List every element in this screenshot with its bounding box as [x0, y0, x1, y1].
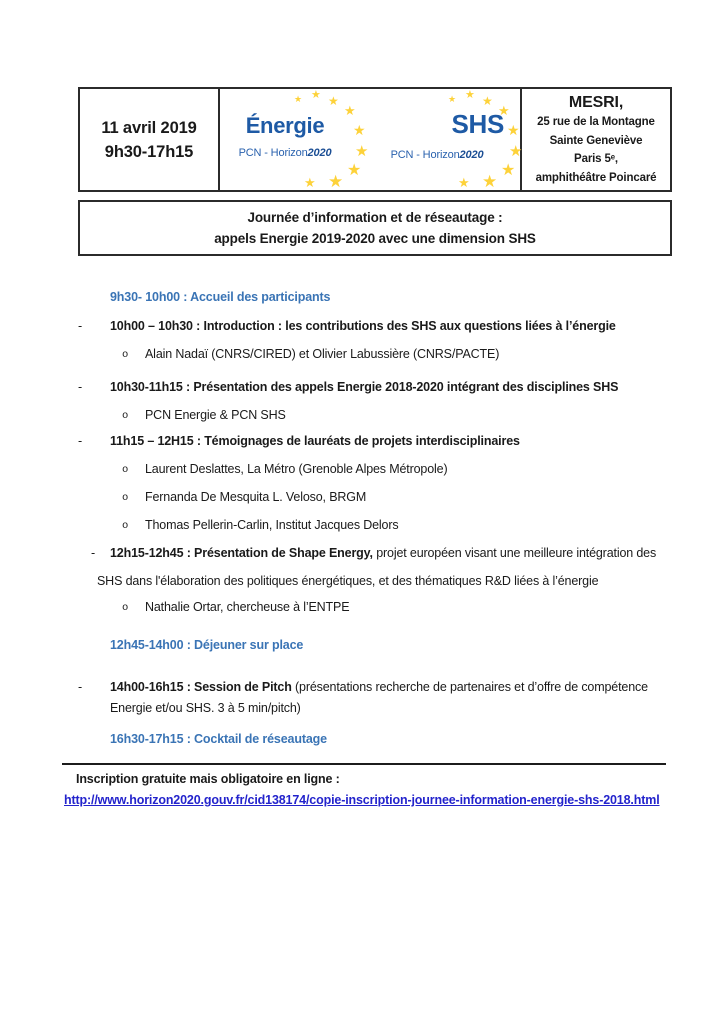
- venue-address-line: Paris 5ᵉ,: [574, 153, 618, 165]
- agenda-item-temoignages: [78, 431, 672, 452]
- agenda-session-cocktail: 16h30-17h15 : Cocktail de réseautage: [110, 732, 327, 746]
- eu-star-icon: [482, 95, 493, 107]
- venue-address-line: amphithéâtre Poincaré: [535, 171, 657, 184]
- agenda-item-shape-energy: [78, 539, 672, 595]
- eu-star-icon: [458, 176, 470, 189]
- agenda-speaker: o Alain Nadaï (CNRS/CIRED) et Olivier Labussière (CNRS/PACTE): [78, 344, 672, 365]
- event-date-cell: [80, 89, 220, 190]
- pcn-shs-logo: [372, 89, 520, 190]
- eu-star-icon: [304, 176, 316, 189]
- venue-name: MESRI,: [568, 94, 624, 111]
- agenda-item-text: 10h00 – 10h30 : Introduction : les contributions des SHS aux questions liées à l’énergie: [110, 319, 616, 333]
- logo-energie-title: Énergie: [245, 113, 325, 138]
- registration-link[interactable]: http://www.horizon2020.gouv.fr/cid138174/copie-inscription-journee-information-energie-shs-2018.html: [64, 793, 660, 807]
- agenda-speaker: o Laurent Deslattes, La Métro (Grenoble Alpes Métropole): [78, 459, 672, 480]
- eu-star-icon: [328, 95, 339, 107]
- agenda-item-presentation-appels: [78, 377, 672, 398]
- event-title-line2: appels Energie 2019-2020 avec une dimension SHS: [214, 231, 536, 246]
- eu-star-icon: [501, 163, 515, 179]
- registration-footer: [62, 763, 666, 811]
- agenda-item-text: 11h15 – 12H15 : Témoignages de lauréats de projets interdisciplinaires: [110, 434, 520, 448]
- venue-address-line: Sainte Geneviève: [549, 134, 643, 147]
- header-table: [78, 87, 672, 192]
- agenda: [78, 287, 672, 750]
- eu-star-icon: [328, 173, 343, 190]
- agenda-session-dejeuner: 12h45-14h00 : Déjeuner sur place: [110, 638, 304, 652]
- venue-cell: [520, 89, 670, 190]
- eu-star-icon: [509, 144, 522, 159]
- eu-star-icon: [353, 123, 365, 137]
- event-date: 11 avril 2019: [101, 118, 197, 137]
- venue-address-line: 25 rue de la Montagne: [537, 116, 655, 128]
- agenda-session-accueil: 9h30- 10h00 : Accueil des participants: [110, 290, 331, 304]
- eu-star-icon: [355, 144, 368, 159]
- pcn-energie-logo: [220, 89, 368, 190]
- logos-cell: [220, 89, 520, 190]
- agenda-item-text: 10h30-11h15 : Présentation des appels Energie 2018-2020 intégrant des disciplines SHS: [110, 380, 619, 394]
- agenda-item-text: 12h15-12h45 : Présentation de Shape Energy,: [110, 546, 373, 560]
- event-title-line1: Journée d’information et de réseautage :: [247, 210, 503, 225]
- logo-shs-subtitle-prefix: PCN - Horizon: [390, 149, 460, 161]
- agenda-item-description: projet européen visant une meilleure intégration des SHS dans l'élaboration des politiques énergétiques, et des thématiques R&D liées à l’énergie: [97, 546, 657, 588]
- eu-star-icon: [311, 90, 321, 101]
- logo-shs-subtitle: [372, 149, 502, 161]
- event-title-box: [78, 200, 672, 256]
- logo-energie-subtitle-year: 2020: [307, 147, 332, 159]
- event-hours: 9h30-17h15: [104, 142, 194, 161]
- agenda-speaker: o Nathalie Ortar, chercheuse à l’ENTPE: [78, 597, 672, 618]
- agenda-speaker: o Fernanda De Mesquita L. Veloso, BRGM: [78, 487, 672, 508]
- agenda-item-session-pitch: [78, 677, 672, 719]
- agenda-item-introduction: [78, 316, 672, 337]
- logo-shs-title: SHS: [451, 109, 504, 139]
- logo-shs-subtitle-year: 2020: [459, 149, 484, 161]
- eu-star-icon: [448, 95, 456, 104]
- agenda-speaker: o PCN Energie & PCN SHS: [78, 405, 672, 426]
- agenda-speaker: o Thomas Pellerin-Carlin, Institut Jacques Delors: [78, 515, 672, 536]
- agenda-item-description: (présentations recherche de partenaires et d’offre de compétence Energie et/ou SHS. 3 à 5 min/pitch): [110, 680, 648, 715]
- agenda-item-text: 14h00-16h15 : Session de Pitch: [110, 680, 292, 694]
- logo-energie-subtitle-prefix: PCN - Horizon: [238, 147, 308, 159]
- eu-star-icon: [294, 95, 302, 104]
- eu-star-icon: [507, 123, 519, 137]
- eu-star-icon: [465, 90, 475, 101]
- registration-label: Inscription gratuite mais obligatoire en ligne :: [76, 772, 340, 786]
- eu-star-icon: [347, 163, 361, 179]
- logo-energie-subtitle: [220, 147, 350, 159]
- eu-star-icon: [482, 173, 497, 190]
